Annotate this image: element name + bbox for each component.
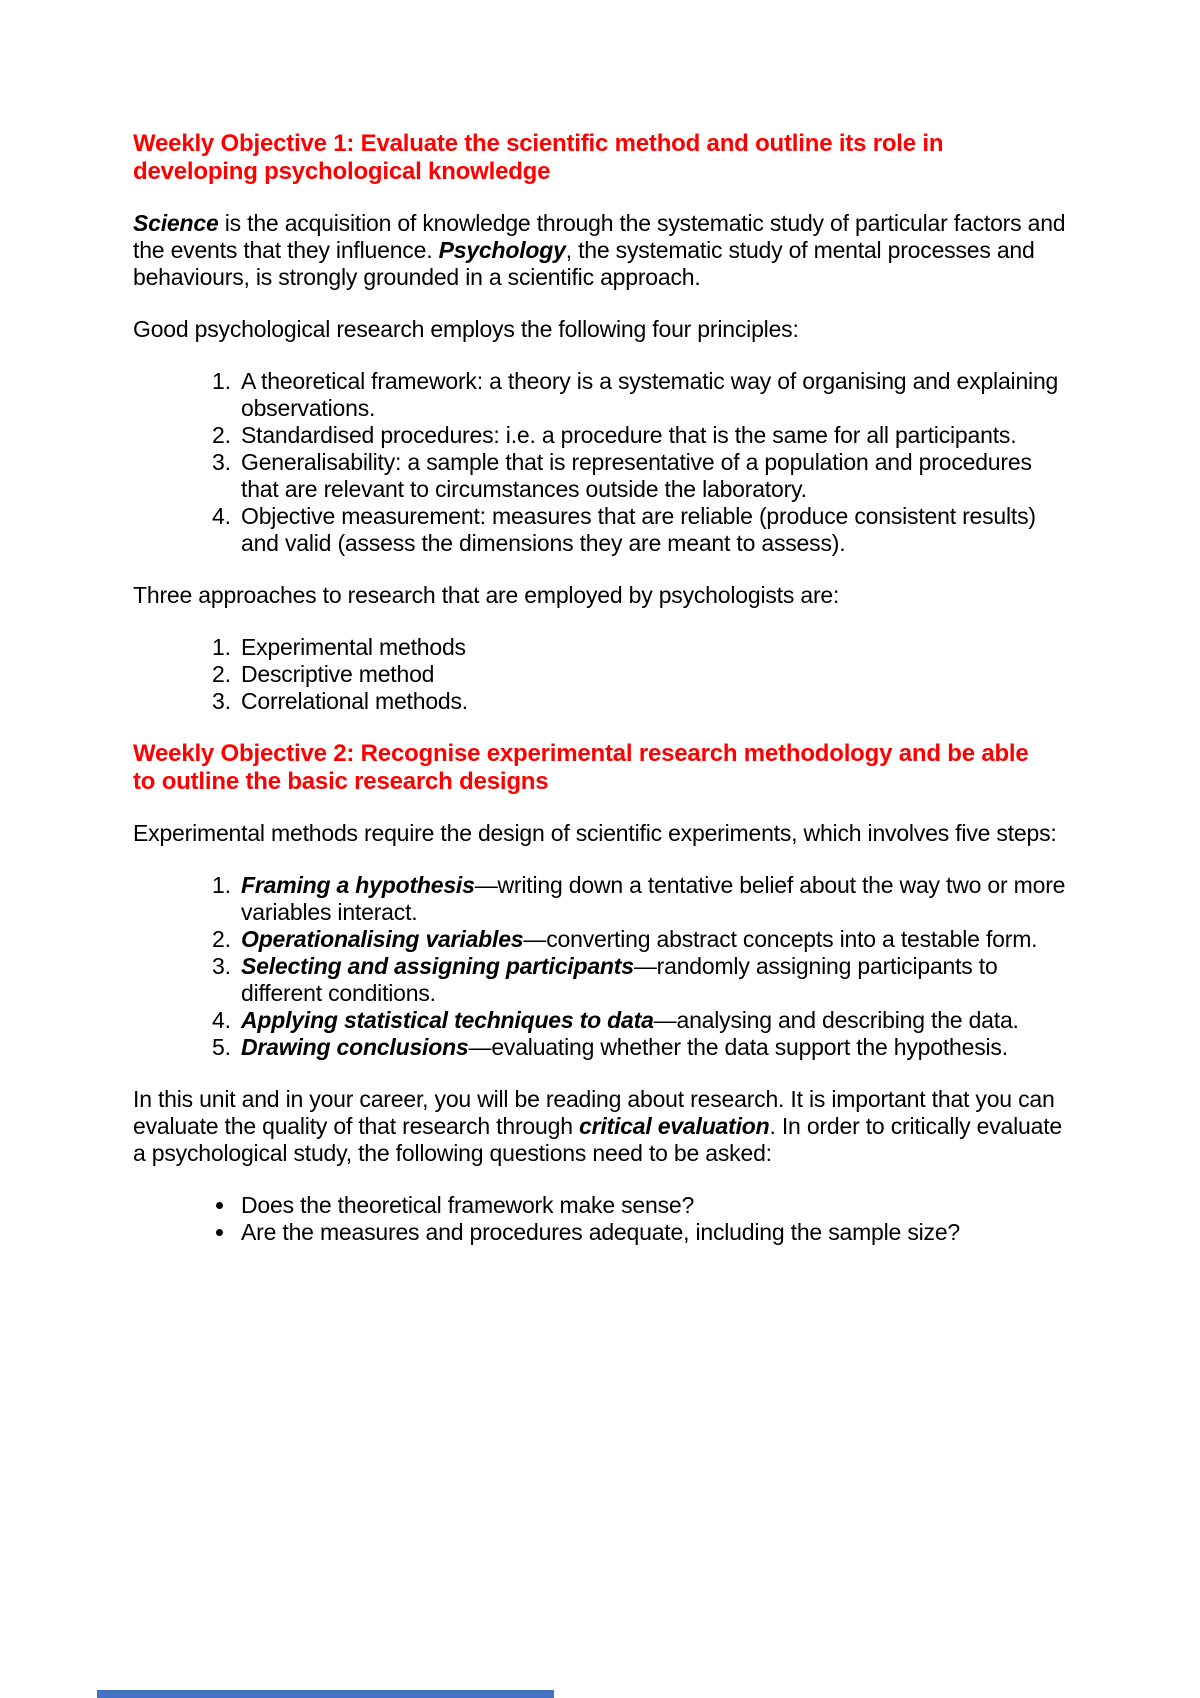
list-item: [237, 926, 1072, 953]
step-rest: —converting abstract concepts into a testable form.: [523, 926, 1038, 952]
principles-intro-paragraph: Good psychological research employs the following four principles:: [133, 316, 799, 342]
intro-text-rest: , the systematic study of mental processes and behaviours, is strongly grounded in a scientific approach.: [133, 237, 1035, 290]
list-item: 2. Standardised procedures: i.e. a procedure that is the same for all participants.: [237, 422, 1072, 449]
step-rest: —randomly assigning participants to different conditions.: [241, 953, 998, 1006]
list-item: 1. Experimental methods: [237, 634, 1072, 661]
list-item: 1. A theoretical framework: a theory is a systematic way of organising and explaining observations.: [237, 368, 1072, 422]
list-item: 4. Objective measurement: measures that are reliable (produce consistent results) and valid (assess the dimensions they are meant to assess).: [237, 503, 1072, 557]
step-lead: Selecting and assigning participants: [241, 953, 634, 979]
objective1-intro-paragraph: [133, 210, 1072, 291]
step-lead: Drawing conclusions: [241, 1034, 469, 1060]
intro-text-mid: is the acquisition of knowledge through the systematic study of particular factors and the events that they influence.: [133, 210, 1066, 263]
step-rest: —writing down a tentative belief about the way two or more variables interact.: [241, 872, 1066, 925]
questions-list: [133, 1192, 1072, 1246]
step-lead: Applying statistical techniques to data: [241, 1007, 654, 1033]
evaluation-text-pre: In this unit and in your career, you will be reading about research. It is important that you can evaluate the quality of that research through: [133, 1086, 1055, 1139]
objective2-heading: Weekly Objective 2: Recognise experimental research methodology and be able to outline the basic research designs: [133, 740, 1029, 795]
principles-list: [133, 368, 1072, 557]
list-item: 2. Descriptive method: [237, 661, 1072, 688]
critical-evaluation-paragraph: [133, 1086, 1072, 1167]
term-psychology: Psychology: [438, 237, 566, 263]
term-science: Science: [133, 210, 219, 236]
cropped-next-heading-bar: [97, 1690, 554, 1698]
list-item: • Are the measures and procedures adequate, including the sample size?: [237, 1219, 1072, 1246]
step-lead: Operationalising variables: [241, 926, 524, 952]
list-item: [237, 1007, 1072, 1034]
objective2-intro-paragraph: Experimental methods require the design of scientific experiments, which involves five steps:: [133, 820, 1057, 846]
list-item: 3. Correlational methods.: [237, 688, 1072, 715]
approaches-list: [133, 634, 1072, 715]
approaches-intro-paragraph: Three approaches to research that are employed by psychologists are:: [133, 582, 840, 608]
step-rest: —analysing and describing the data.: [653, 1007, 1019, 1033]
evaluation-text-post: . In order to critically evaluate a psychological study, the following questions need to be asked:: [133, 1113, 1063, 1166]
list-item: [237, 1034, 1072, 1061]
step-rest: —evaluating whether the data support the hypothesis.: [468, 1034, 1008, 1060]
list-item: [237, 953, 1072, 1007]
steps-list: [133, 872, 1072, 1061]
objective1-heading: Weekly Objective 1: Evaluate the scientific method and outline its role in developing psychological knowledge: [133, 130, 944, 185]
term-critical-evaluation: critical evaluation: [578, 1113, 770, 1139]
list-item: [237, 872, 1072, 926]
list-item: • Does the theoretical framework make sense?: [237, 1192, 1072, 1219]
list-item: 3. Generalisability: a sample that is representative of a population and procedures that are relevant to circumstances outside the laboratory.: [237, 449, 1072, 503]
step-lead: Framing a hypothesis: [241, 872, 475, 898]
